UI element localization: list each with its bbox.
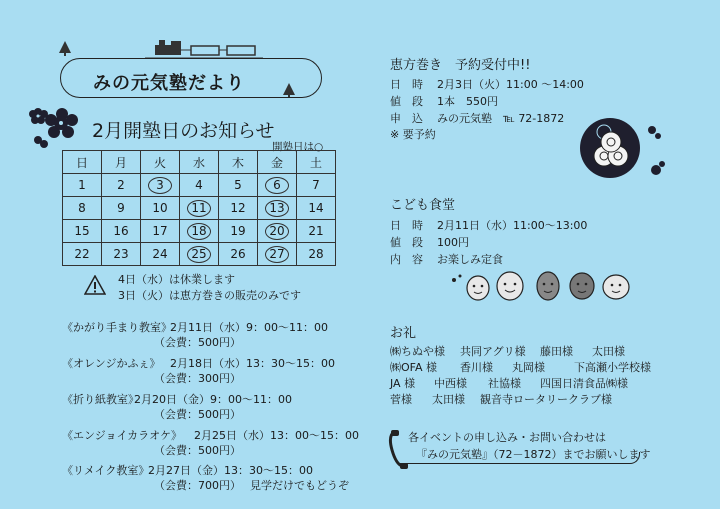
day-cell [219, 197, 258, 220]
calendar-table [62, 150, 336, 266]
thanks-name: 四国日清食品㈱様 [540, 377, 628, 390]
class-when: 2月11日（水）9：00～11：00 [170, 321, 328, 334]
thanks-name: ㈱OFA 様 [390, 361, 437, 374]
day-cell [141, 243, 180, 266]
day-number: 1 [78, 178, 86, 192]
day-number: 10 [152, 201, 168, 215]
day-cell [63, 220, 102, 243]
day-cell [180, 220, 219, 243]
day-cell [258, 197, 297, 220]
contact-line2: 『みの元気塾』（72－1872）までお願いします [416, 448, 651, 461]
day-cell [258, 243, 297, 266]
calendar-note: 開塾日は○ [272, 141, 324, 153]
weekday-cell: 木 [219, 151, 258, 174]
day-cell [102, 220, 141, 243]
thanks-name: 下高瀬小学校様 [574, 361, 651, 374]
week-row [63, 197, 336, 220]
ehomaki-price: 1本 550円 [437, 95, 498, 108]
day-number: 21 [308, 224, 324, 238]
day-cell [297, 174, 336, 197]
kodomo-content-label: 内 容 [390, 253, 423, 266]
day-cell [102, 243, 141, 266]
class-name: 《リメイク教室》 [62, 464, 150, 477]
day-cell [102, 197, 141, 220]
day-cell [219, 174, 258, 197]
day-number: 23 [113, 247, 129, 261]
weekday-cell: 日 [63, 151, 102, 174]
calendar-title: 2月開塾日のお知らせ [92, 120, 275, 142]
kodomo-price-label: 値 段 [390, 236, 423, 249]
food-characters-icon [448, 262, 658, 304]
title-banner [60, 58, 322, 98]
day-number: 11 [187, 200, 211, 217]
day-cell [180, 174, 219, 197]
class-fee: （会費：300円） [154, 372, 241, 385]
class-when: 2月18日（水）13：30～15：00 [170, 357, 335, 370]
ehomaki-apply: みの元気塾 ℡ 72-1872 [437, 112, 565, 125]
day-number: 17 [152, 224, 168, 238]
day-number: 3 [148, 177, 172, 194]
day-cell [63, 197, 102, 220]
class-extra: 見学だけでもどうぞ [250, 479, 349, 492]
thanks-name: 観音寺ロータリークラブ様 [480, 393, 612, 406]
page-title: みの元気塾だより [93, 73, 245, 94]
kodomo-date: 2月11日（水）11:00～13:00 [437, 219, 588, 232]
day-cell [63, 174, 102, 197]
train-decoration [145, 38, 265, 60]
thanks-name: 中西様 [434, 377, 467, 390]
ehomaki-sushi-icon [574, 112, 668, 182]
class-name: 《折り紙教室》 [62, 393, 139, 406]
day-number: 22 [74, 247, 90, 261]
tree-icon [58, 40, 72, 56]
ehomaki-apply-label: 申 込 [390, 112, 423, 125]
class-when: 2月27日（金）13：30～15：00 [148, 464, 313, 477]
weekday-row [63, 151, 336, 174]
day-number: 14 [308, 201, 324, 215]
day-cell [102, 174, 141, 197]
weekday-cell: 月 [102, 151, 141, 174]
ehomaki-date-label: 日 時 [390, 78, 423, 91]
thanks-name: 丸岡様 [512, 361, 545, 374]
day-cell [258, 174, 297, 197]
day-cell [141, 220, 180, 243]
thanks-name: ㈱ちぬや様 [390, 345, 445, 358]
kodomo-price: 100円 [437, 236, 469, 249]
day-number: 20 [265, 223, 289, 240]
thanks-title: お礼 [390, 326, 417, 341]
day-number: 7 [312, 178, 320, 192]
day-cell [219, 243, 258, 266]
ehomaki-note: ※ 要予約 [390, 128, 436, 141]
ehomaki-price-label: 値 段 [390, 95, 423, 108]
day-number: 12 [230, 201, 246, 215]
day-number: 25 [187, 246, 211, 263]
week-row [63, 220, 336, 243]
day-cell [180, 197, 219, 220]
thanks-name: 太田様 [592, 345, 625, 358]
ehomaki-title: 恵方巻き 予約受付中!! [390, 58, 531, 73]
class-name: 《かがり手まり教室》 [62, 321, 172, 334]
thanks-name: 藤田様 [540, 345, 573, 358]
class-fee: （会費：500円） [154, 444, 241, 457]
class-name: 《オレンジかふぇ》 [62, 357, 161, 370]
thanks-name: 香川様 [460, 361, 493, 374]
weekday-cell: 水 [180, 151, 219, 174]
thanks-name: 太田様 [432, 393, 465, 406]
day-cell [297, 197, 336, 220]
notice-ehomaki: 3日（火）は恵方巻きの販売のみです [118, 289, 301, 302]
day-cell [297, 220, 336, 243]
day-number: 13 [265, 200, 289, 217]
kodomo-title: こども食堂 [390, 198, 456, 213]
day-number: 2 [117, 178, 125, 192]
notice-closed: 4日（水）は休業します [118, 273, 235, 286]
day-number: 4 [195, 178, 203, 192]
day-cell [258, 220, 297, 243]
day-cell [63, 243, 102, 266]
day-number: 5 [234, 178, 242, 192]
week-row [63, 174, 336, 197]
contact-line1: 各イベントの申し込み・お問い合わせは [408, 431, 606, 444]
thanks-name: JA 様 [390, 377, 416, 390]
plum-blossom-icon [26, 100, 82, 152]
day-number: 6 [265, 177, 289, 194]
warning-icon [84, 275, 106, 295]
day-number: 8 [78, 201, 86, 215]
day-number: 9 [117, 201, 125, 215]
day-number: 27 [265, 246, 289, 263]
day-number: 26 [230, 247, 246, 261]
class-when: 2月25日（水）13：00～15：00 [194, 429, 359, 442]
ehomaki-date: 2月3日（火）11:00 ～14:00 [437, 78, 584, 91]
day-number: 28 [308, 247, 324, 261]
kodomo-content: お楽しみ定食 [437, 253, 503, 266]
day-number: 15 [74, 224, 90, 238]
week-row [63, 243, 336, 266]
day-cell [141, 174, 180, 197]
day-number: 16 [113, 224, 129, 238]
day-cell [219, 220, 258, 243]
class-name: 《エンジョイカラオケ》 [62, 429, 182, 442]
day-number: 18 [187, 223, 211, 240]
class-when: 2月20日（金）9：00～11：00 [134, 393, 292, 406]
thanks-name: 社協様 [488, 377, 521, 390]
day-cell [297, 243, 336, 266]
class-fee: （会費：500円） [154, 408, 241, 421]
day-number: 19 [230, 224, 246, 238]
day-number: 24 [152, 247, 168, 261]
class-fee: （会費：500円） [154, 336, 241, 349]
thanks-name: 菅様 [390, 393, 412, 406]
weekday-cell: 土 [297, 151, 336, 174]
day-cell [180, 243, 219, 266]
thanks-name: 共同アグリ様 [460, 345, 526, 358]
day-cell [141, 197, 180, 220]
kodomo-date-label: 日 時 [390, 219, 423, 232]
class-fee: （会費：700円） [154, 479, 241, 492]
weekday-cell: 火 [141, 151, 180, 174]
weekday-cell: 金 [258, 151, 297, 174]
